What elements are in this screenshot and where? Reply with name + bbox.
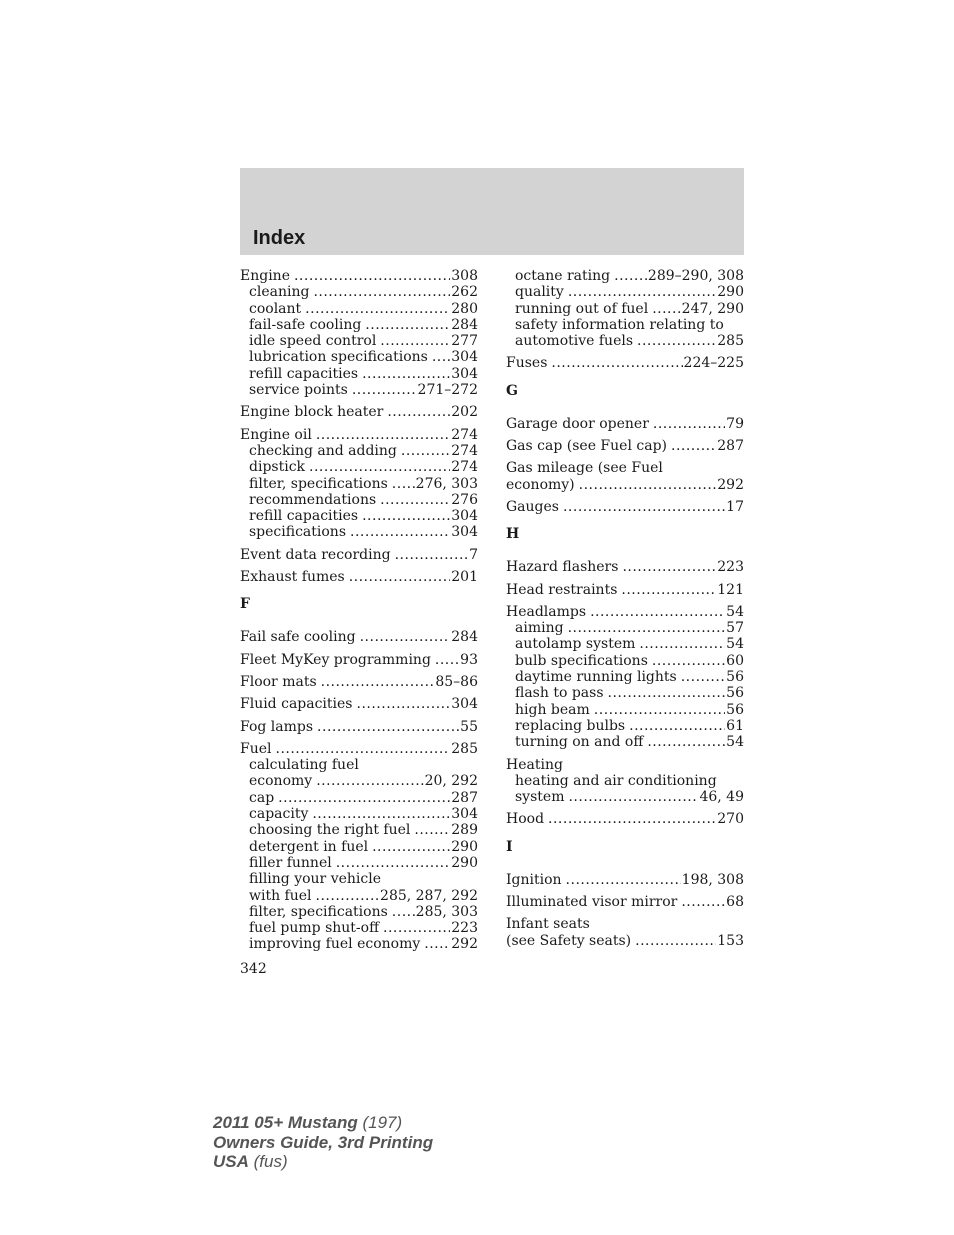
entry-text: economy)	[506, 476, 575, 493]
leader-dots	[629, 718, 725, 734]
entry-page-ref: 285, 303	[415, 903, 478, 920]
entry-text: replacing bulbs	[515, 717, 626, 734]
entry-page-ref: 271–272	[417, 382, 478, 399]
entry-text: Engine block heater	[240, 404, 384, 421]
index-entry	[240, 674, 478, 690]
index-subentry	[506, 301, 744, 317]
entry-text: Fog lamps	[240, 718, 314, 735]
leader-dots	[372, 839, 450, 855]
index-subentry	[240, 773, 478, 789]
index-subentry	[240, 806, 478, 822]
index-entry-group	[240, 629, 478, 645]
index-subentry	[240, 284, 478, 300]
page-title: Index	[253, 227, 306, 249]
index-entry	[240, 569, 478, 585]
footer-line-2	[213, 1133, 433, 1153]
index-entry-group	[506, 355, 744, 371]
index-subentry	[240, 871, 478, 887]
leader-dots	[424, 936, 450, 952]
entry-page-ref: 285	[717, 333, 744, 350]
index-entry-group	[240, 719, 478, 735]
index-subentry	[506, 636, 744, 652]
leader-dots	[568, 789, 698, 805]
index-subentry	[240, 333, 478, 349]
index-subentry	[240, 382, 478, 398]
leader-dots	[653, 416, 725, 432]
leader-dots	[357, 696, 451, 712]
leader-dots	[652, 301, 680, 317]
entry-page-ref: 198, 308	[681, 871, 744, 888]
entry-text: bulb specifications	[515, 652, 648, 669]
entry-text: system	[515, 789, 565, 806]
entry-text: safety information relating to	[515, 316, 724, 333]
entry-page-ref: 304	[451, 349, 478, 366]
leader-dots	[352, 382, 417, 398]
index-subentry	[240, 855, 478, 871]
leader-dots	[321, 674, 435, 690]
entry-text: Garage door opener	[506, 415, 649, 432]
index-subentry	[240, 301, 478, 317]
index-entry	[506, 582, 744, 598]
entry-page-ref: 17	[726, 498, 744, 515]
leader-dots	[579, 477, 717, 493]
entry-text: cap	[249, 789, 275, 806]
leader-dots	[671, 438, 716, 454]
index-entry	[240, 404, 478, 420]
index-entry-group	[240, 741, 478, 953]
entry-text: checking and adding	[249, 442, 397, 459]
leader-dots	[647, 734, 725, 750]
index-subentry	[240, 888, 478, 904]
entry-page-ref: 304	[451, 524, 478, 541]
index-subentry	[506, 669, 744, 685]
entry-text: high beam	[515, 701, 590, 718]
index-subentry	[506, 789, 744, 805]
leader-dots	[622, 559, 716, 575]
entry-text: Exhaust fumes	[240, 569, 345, 586]
index-entry	[506, 477, 744, 493]
entry-text: economy	[249, 773, 313, 790]
index-entry-group	[506, 438, 744, 454]
entry-text: improving fuel economy	[249, 936, 421, 953]
index-subentry	[240, 920, 478, 936]
index-subentry	[240, 349, 478, 365]
document-footer	[213, 1113, 433, 1172]
leader-dots	[360, 629, 451, 645]
entry-text: lubrication specifications	[249, 349, 428, 366]
entry-page-ref: 85–86	[435, 673, 478, 690]
leader-dots	[313, 284, 450, 300]
entry-text: Heating	[506, 756, 563, 773]
index-subentry	[506, 268, 744, 284]
entry-page-ref: 285	[451, 740, 478, 757]
leader-dots	[365, 317, 450, 333]
entry-page-ref: 292	[451, 936, 478, 953]
entry-page-ref: 57	[726, 620, 744, 637]
index-subentry	[240, 524, 478, 540]
entry-page-ref: 292	[717, 476, 744, 493]
index-entry-group	[506, 604, 744, 751]
entry-text: cleaning	[249, 284, 310, 301]
index-subentry	[506, 718, 744, 734]
index-entry-group	[240, 404, 478, 420]
leader-dots	[380, 492, 450, 508]
index-subentry	[506, 702, 744, 718]
leader-dots	[548, 811, 716, 827]
entry-text: filter, specifications	[249, 475, 388, 492]
leader-dots	[276, 741, 451, 757]
entry-text: filling your vehicle	[249, 871, 381, 888]
index-subentry	[506, 734, 744, 750]
footer-guide: Owners Guide, 3rd Printing	[213, 1132, 434, 1152]
index-entry-group	[240, 652, 478, 668]
leader-dots	[349, 569, 451, 585]
leader-dots	[551, 355, 682, 371]
index-entry	[240, 652, 478, 668]
index-subentry	[506, 333, 744, 349]
entry-text: Gas cap (see Fuel cap)	[506, 438, 667, 455]
entry-text: quality	[515, 284, 564, 301]
index-entry-group	[506, 872, 744, 888]
index-subentry	[506, 773, 744, 789]
entry-page-ref: 270	[717, 811, 744, 828]
leader-dots	[432, 349, 450, 365]
index-section-letter: H	[506, 526, 520, 543]
entry-text: flash to pass	[515, 685, 604, 702]
leader-dots	[395, 547, 468, 563]
leader-dots	[350, 524, 450, 540]
index-subentry	[240, 839, 478, 855]
index-entry	[240, 719, 478, 735]
entry-page-ref: 304	[451, 806, 478, 823]
index-entry-group	[240, 268, 478, 398]
index-subentry	[240, 443, 478, 459]
entry-text: dipstick	[249, 459, 306, 476]
index-entry	[506, 894, 744, 910]
entry-text: Gauges	[506, 498, 559, 515]
entry-text: recommendations	[249, 491, 377, 508]
leader-dots	[414, 822, 450, 838]
leader-dots	[614, 268, 647, 284]
index-entry-group	[506, 268, 744, 349]
entry-page-ref: 56	[726, 685, 744, 702]
index-entry	[506, 355, 744, 371]
index-entry-group	[506, 916, 744, 949]
index-entry-group	[506, 811, 744, 827]
index-entry	[506, 916, 744, 932]
leader-dots	[294, 268, 450, 284]
index-entry-group	[506, 460, 744, 493]
entry-text: Fail safe cooling	[240, 629, 356, 646]
index-subentry	[506, 685, 744, 701]
entry-text: refill capacities	[249, 365, 359, 382]
entry-text: turning on and off	[515, 734, 644, 751]
entry-page-ref: 289	[451, 822, 478, 839]
entry-text: choosing the right fuel	[249, 822, 411, 839]
index-header	[240, 168, 744, 255]
entry-page-ref: 304	[451, 365, 478, 382]
index-subentry	[240, 366, 478, 382]
index-entry	[506, 872, 744, 888]
entry-text: Engine	[240, 268, 290, 284]
leader-dots	[336, 855, 451, 871]
entry-page-ref: 287	[451, 789, 478, 806]
leader-dots	[362, 508, 450, 524]
index-subentry	[240, 790, 478, 806]
entry-text: aiming	[515, 620, 564, 637]
entry-page-ref: 277	[451, 333, 478, 350]
leader-dots	[392, 476, 415, 492]
entry-page-ref: 290	[717, 284, 744, 301]
entry-text: idle speed control	[249, 333, 377, 350]
leader-dots	[563, 499, 725, 515]
entry-text: Ignition	[506, 871, 562, 888]
entry-page-ref: 247, 290	[681, 300, 744, 317]
entry-page-ref: 304	[451, 508, 478, 525]
entry-page-ref: 61	[726, 717, 744, 734]
index-section-letter: I	[506, 838, 513, 855]
leader-dots	[594, 702, 725, 718]
leader-dots	[383, 920, 450, 936]
leader-dots	[278, 790, 450, 806]
index-entry	[506, 933, 744, 949]
index-entry-group	[506, 559, 744, 575]
entry-page-ref: 68	[726, 894, 744, 911]
index-subentry	[240, 904, 478, 920]
entry-page-ref: 54	[726, 734, 744, 751]
index-entry	[506, 604, 744, 620]
entry-text: fuel pump shut-off	[249, 920, 380, 937]
entry-page-ref: 7	[469, 546, 478, 563]
entry-page-ref: 223	[717, 559, 744, 576]
entry-text: calculating fuel	[249, 757, 359, 774]
footer-model: 2011 05+ Mustang	[213, 1113, 358, 1132]
entry-text: Infant seats	[506, 916, 590, 933]
entry-page-ref: 224–225	[683, 355, 744, 372]
index-subentry	[240, 757, 478, 773]
index-entry	[506, 416, 744, 432]
index-entry-group	[506, 582, 744, 598]
index-entry-group	[240, 696, 478, 712]
leader-dots	[305, 301, 450, 317]
footer-model-code: (197)	[357, 1113, 403, 1132]
leader-dots	[639, 636, 725, 652]
entry-page-ref: 54	[726, 636, 744, 653]
index-entry	[240, 427, 478, 443]
index-subentry	[506, 653, 744, 669]
footer-line-1	[213, 1113, 433, 1133]
footer-market-code: (fus)	[248, 1152, 288, 1171]
index-subentry	[240, 492, 478, 508]
entry-page-ref: 46, 49	[699, 789, 744, 806]
entry-page-ref: 201	[451, 569, 478, 586]
entry-page-ref: 304	[451, 696, 478, 713]
entry-text: fail-safe cooling	[249, 316, 362, 333]
leader-dots	[681, 894, 725, 910]
entry-page-ref: 274	[451, 459, 478, 476]
index-entry	[506, 811, 744, 827]
leader-dots	[392, 904, 415, 920]
entry-page-ref: 55	[460, 718, 478, 735]
index-subentry	[240, 822, 478, 838]
index-entry	[506, 438, 744, 454]
entry-text: refill capacities	[249, 508, 359, 525]
leader-dots	[621, 582, 716, 598]
leader-dots	[566, 872, 681, 888]
entry-text: Fluid capacities	[240, 696, 353, 713]
index-entry-group	[240, 547, 478, 563]
index-subentry	[506, 284, 744, 300]
index-entry-group	[506, 894, 744, 910]
entry-text: Headlamps	[506, 603, 587, 620]
entry-text: coolant	[249, 300, 302, 317]
entry-text: Hood	[506, 811, 545, 828]
entry-text: Head restraints	[506, 581, 618, 598]
index-entry-group	[240, 569, 478, 585]
index-entry	[506, 559, 744, 575]
index-entry	[240, 696, 478, 712]
entry-text: specifications	[249, 524, 347, 541]
leader-dots	[652, 653, 725, 669]
entry-text: Floor mats	[240, 673, 317, 690]
page-number: 342	[240, 961, 267, 977]
entry-page-ref: 308	[451, 268, 478, 284]
index-entry	[506, 757, 744, 773]
entry-page-ref: 20, 292	[424, 773, 478, 790]
index-entry-group	[240, 674, 478, 690]
entry-text: Hazard flashers	[506, 559, 619, 576]
leader-dots	[380, 333, 450, 349]
entry-page-ref: 276	[451, 491, 478, 508]
entry-page-ref: 274	[451, 426, 478, 443]
index-entry-group	[240, 427, 478, 541]
leader-dots	[401, 443, 450, 459]
index-subentry	[240, 508, 478, 524]
entry-text: filter, specifications	[249, 903, 388, 920]
entry-text: octane rating	[515, 268, 611, 284]
leader-dots	[387, 404, 450, 420]
entry-page-ref: 287	[717, 438, 744, 455]
index-entry-group	[506, 757, 744, 806]
index-entry	[240, 547, 478, 563]
entry-page-ref: 56	[726, 701, 744, 718]
index-column-right	[506, 268, 744, 955]
leader-dots	[608, 685, 726, 701]
entry-text: Event data recording	[240, 546, 391, 563]
entry-text: Illuminated visor mirror	[506, 894, 678, 911]
index-section-letter: G	[506, 382, 518, 399]
entry-page-ref: 280	[451, 300, 478, 317]
entry-page-ref: 262	[451, 284, 478, 301]
index-subentry	[240, 459, 478, 475]
leader-dots	[637, 333, 716, 349]
entry-text: Fuses	[506, 355, 548, 372]
entry-page-ref: 274	[451, 442, 478, 459]
index-column-left	[240, 268, 478, 959]
entry-page-ref: 121	[717, 581, 744, 598]
index-section-letter: F	[240, 596, 250, 613]
index-subentry	[506, 620, 744, 636]
leader-dots	[568, 284, 716, 300]
leader-dots	[316, 427, 450, 443]
index-entry	[240, 741, 478, 757]
entry-page-ref: 153	[717, 932, 744, 949]
entry-text: detergent in fuel	[249, 838, 369, 855]
entry-page-ref: 276, 303	[415, 475, 478, 492]
leader-dots	[590, 604, 725, 620]
leader-dots	[316, 773, 423, 789]
index-subentry	[240, 317, 478, 333]
index-subentry	[506, 317, 744, 333]
leader-dots	[568, 620, 726, 636]
entry-page-ref: 93	[460, 651, 478, 668]
entry-page-ref: 290	[451, 838, 478, 855]
entry-text: (see Safety seats)	[506, 932, 632, 949]
entry-text: Gas mileage (see Fuel	[506, 460, 663, 477]
leader-dots	[435, 652, 459, 668]
entry-page-ref: 202	[451, 404, 478, 421]
entry-text: Fuel	[240, 740, 272, 757]
entry-text: autolamp system	[515, 636, 636, 653]
index-entry-group	[506, 499, 744, 515]
entry-text: running out of fuel	[515, 300, 649, 317]
entry-page-ref: 285, 287, 292	[380, 887, 478, 904]
index-entry	[506, 499, 744, 515]
entry-page-ref: 290	[451, 854, 478, 871]
entry-page-ref: 223	[451, 920, 478, 937]
entry-page-ref: 79	[726, 415, 744, 432]
entry-text: filler funnel	[249, 854, 332, 871]
index-entry	[240, 629, 478, 645]
entry-page-ref: 284	[451, 316, 478, 333]
leader-dots	[362, 366, 450, 382]
index-entry	[506, 460, 744, 476]
footer-market: USA	[213, 1152, 249, 1171]
leader-dots	[681, 669, 725, 685]
leader-dots	[309, 459, 450, 475]
entry-text: capacity	[249, 806, 309, 823]
entry-text: Fleet MyKey programming	[240, 651, 431, 668]
leader-dots	[316, 888, 380, 904]
entry-page-ref: 56	[726, 669, 744, 686]
index-entry-group	[506, 416, 744, 432]
leader-dots	[635, 933, 716, 949]
entry-text: automotive fuels	[515, 333, 634, 350]
entry-text: service points	[249, 382, 348, 399]
index-subentry	[240, 476, 478, 492]
entry-page-ref: 284	[451, 629, 478, 646]
entry-text: with fuel	[249, 887, 312, 904]
entry-text: daytime running lights	[515, 669, 677, 686]
entry-page-ref: 54	[726, 603, 744, 620]
index-entry	[240, 268, 478, 284]
index-subentry	[240, 936, 478, 952]
entry-page-ref: 289–290, 308	[647, 268, 744, 284]
entry-page-ref: 60	[726, 652, 744, 669]
footer-line-3	[213, 1152, 433, 1172]
leader-dots	[317, 719, 459, 735]
entry-text: heating and air conditioning	[515, 772, 717, 789]
entry-text: Engine oil	[240, 426, 312, 443]
leader-dots	[312, 806, 450, 822]
